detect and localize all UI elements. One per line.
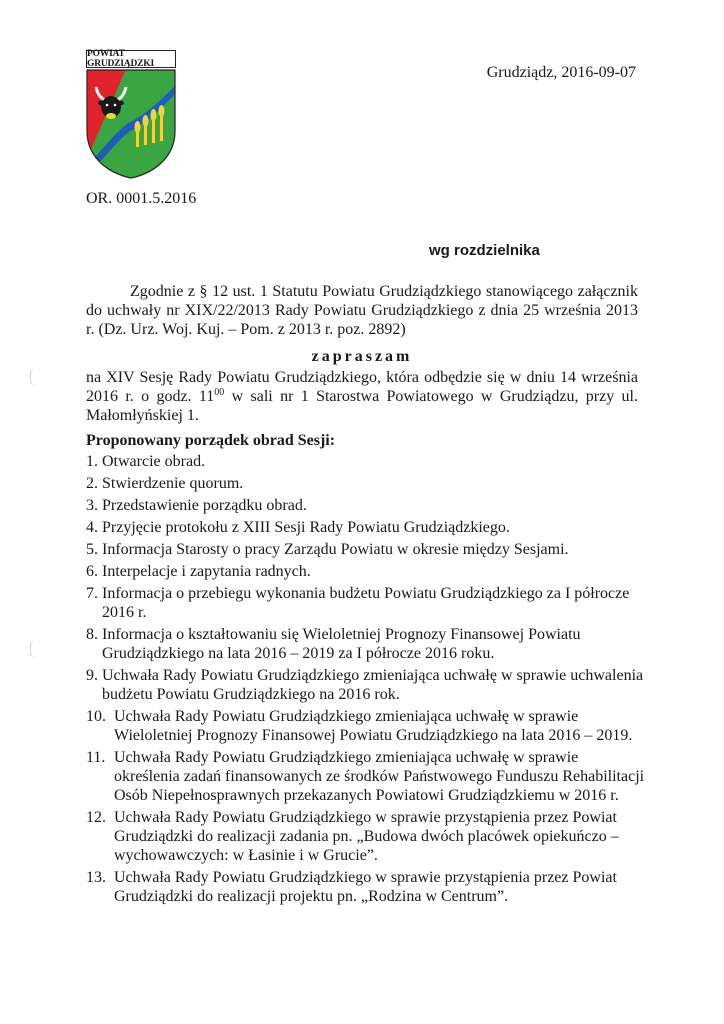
agenda-item-number: 12. (86, 809, 106, 826)
invitation-heading: zapraszam (311, 348, 413, 365)
agenda-item-number: 7. (86, 585, 98, 602)
agenda-item (86, 808, 646, 865)
agenda-item-text: Stwierdzenie quorum. (102, 475, 244, 492)
agenda-item (86, 452, 646, 471)
agenda-item-number: 11. (86, 749, 106, 766)
agenda-item-number: 2. (86, 475, 98, 492)
agenda-item (86, 496, 646, 515)
agenda-item-text: Informacja o przebiegu wykonania budżetu Powiatu Grudziądzkiego za I półrocze 2016 r. (102, 585, 630, 621)
agenda-list (86, 452, 646, 909)
agenda-item (86, 518, 646, 537)
agenda-item-number: 8. (86, 626, 98, 643)
session-time-minutes: 00 (214, 387, 225, 398)
agenda-item-number: 10. (86, 708, 106, 725)
reference-number: OR. 0001.5.2016 (86, 190, 197, 207)
agenda-item-number: 6. (86, 563, 98, 580)
agenda-item (86, 868, 646, 906)
agenda-item-text: Przedstawienie porządku obrad. (102, 497, 307, 514)
agenda-title: Proponowany porządek obrad Sesji: (86, 432, 336, 449)
agenda-item-text: Uchwała Rady Powiatu Grudziądzkiego zmieniająca uchwałę w sprawie uchwalenia budżetu Powiatu Grudziądzkiego na 2016 rok. (102, 667, 644, 703)
agenda-item-text: Uchwała Rady Powiatu Grudziądzkiego w sprawie przystąpienia przez Powiat Grudziądzki do realizacji zadania pn. „Budowa dwóch placówek opiekuńczo – wychowawczych: w Łasinie i w Grucie”. (114, 809, 619, 864)
agenda-item-number: 1. (86, 453, 98, 470)
letter-date: Grudziądz, 2016-09-07 (486, 64, 636, 81)
agenda-item-text: Informacja o kształtowaniu się Wieloletniej Prognozy Finansowej Powiatu Grudziądzkiego na lata 2016 – 2019 za I półrocze 2016 roku. (102, 626, 581, 662)
scan-mark (30, 640, 37, 658)
scan-mark (30, 368, 37, 386)
agenda-item-text: Uchwała Rady Powiatu Grudziądzkiego zmieniająca uchwałę w sprawie Wieloletniej Prognozy Finansowej Powiatu Grudziądzkiego na lata 2016 – 2019. (114, 708, 633, 744)
agenda-item-text: Interpelacje i zapytania radnych. (102, 563, 311, 580)
agenda-item-number: 4. (86, 519, 98, 536)
recipient-line: wg rozdzielnika (429, 242, 540, 259)
agenda-item-text: Otwarcie obrad. (102, 453, 206, 470)
session-text-after: w sali nr 1 Starostwa Powiatowego w Grudziądzu, przy ul. Małomłyńskiej 1. (86, 388, 639, 424)
agenda-item (86, 748, 646, 805)
agenda-item-text: Uchwała Rady Powiatu Grudziądzkiego zmieniająca uchwałę w sprawie określenia zadań finansowanych ze środków Państwowego Funduszu Rehabilitacji Osób Niepełnosprawnych przekazanych Powiatowi Grudziądzkiemu w 2016 r. (114, 749, 645, 804)
agenda-item-number: 13. (86, 869, 106, 886)
agenda-item-text: Uchwała Rady Powiatu Grudziądzkiego w sprawie przystąpienia przez Powiat Grudziądzki do realizacji projektu pn. „Rodzina w Centrum”. (114, 869, 617, 905)
agenda-item (86, 562, 646, 581)
agenda-item-number: 3. (86, 497, 98, 514)
agenda-item-text: Przyjęcie protokołu z XIII Sesji Rady Powiatu Grudziądzkiego. (102, 519, 510, 536)
agenda-item-number: 9. (86, 667, 98, 684)
county-crest (86, 50, 178, 180)
agenda-item (86, 540, 646, 559)
agenda-item (86, 707, 646, 745)
intro-text: Zgodnie z § 12 ust. 1 Statutu Powiatu Grudziądzkiego stanowiącego załącznik do uchwały nr XIX/22/2013 Rady Powiatu Grudziądzkiego z dnia 25 września 2013 r. (Dz. Urz. Woj. Kuj. – Pom. z 2013 r. poz. 2892) (86, 283, 638, 338)
agenda-item (86, 625, 646, 663)
session-text-before: na XIV Sesję Rady Powiatu Grudziądzkiego, która odbędzie się w dniu 14 września 2016 r. o godz. 11 (86, 369, 638, 405)
agenda-item (86, 584, 646, 622)
agenda-item-number: 5. (86, 541, 98, 558)
crest-label: POWIAT GRUDZIĄDZKI (86, 50, 176, 68)
session-paragraph (86, 368, 638, 425)
crest-shield-icon (86, 69, 176, 179)
agenda-item (86, 474, 646, 493)
intro-paragraph (86, 282, 638, 339)
agenda-item-text: Informacja Starosty o pracy Zarządu Powiatu w okresie między Sesjami. (102, 541, 569, 558)
agenda-item (86, 666, 646, 704)
